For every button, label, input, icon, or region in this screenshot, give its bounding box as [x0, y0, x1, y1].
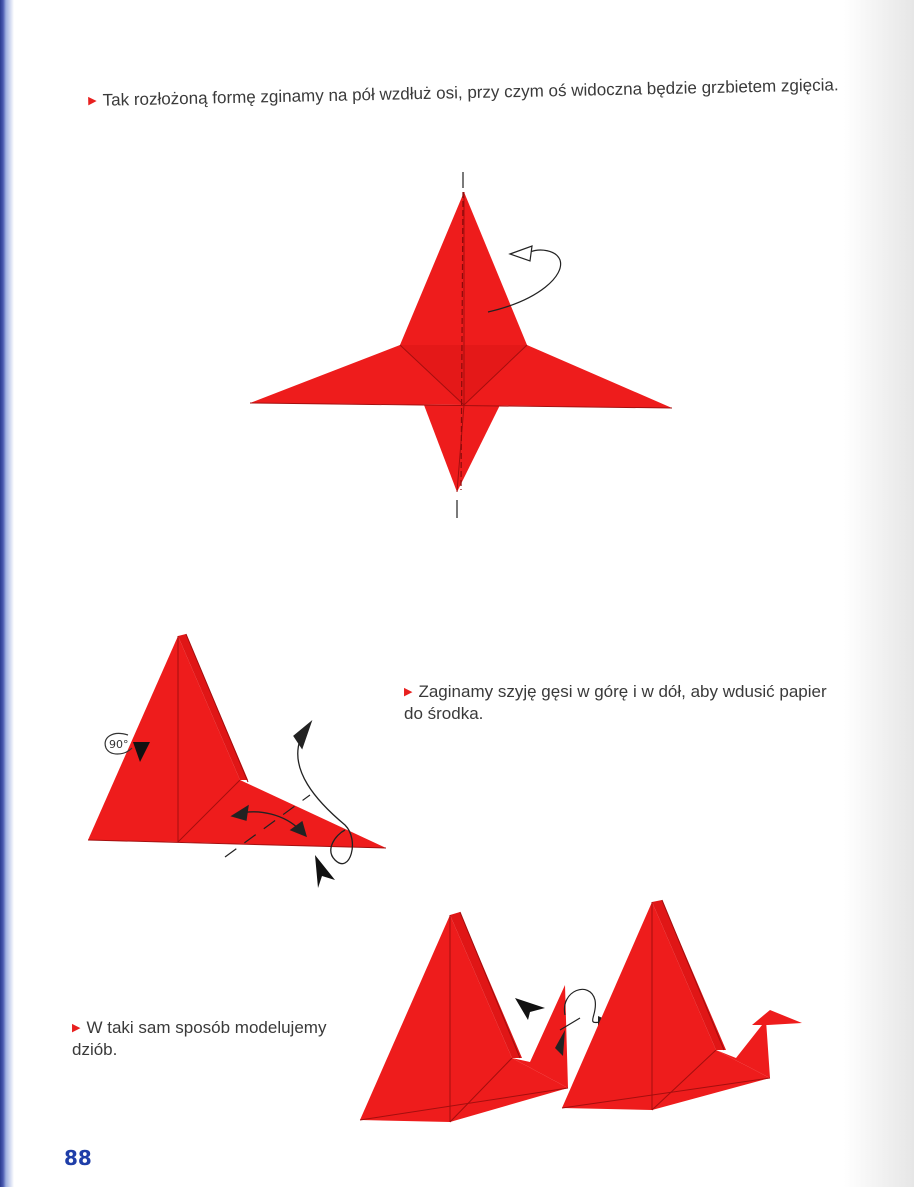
rotate-90-label: 90°	[109, 738, 129, 751]
bird-stage-2	[562, 900, 802, 1110]
instruction-2-label: Zaginamy szyję gęsi w górę i w dół, aby wdusić papier do środka.	[404, 682, 827, 723]
bird-stage-1	[360, 912, 568, 1122]
bullet-triangle-icon: ▶	[88, 94, 97, 107]
bullet-triangle-icon: ▶	[72, 1022, 81, 1034]
instruction-3-label: W taki sam sposób modelujemy dziób.	[72, 1018, 327, 1059]
bullet-triangle-icon: ▶	[404, 686, 413, 698]
instruction-1-label: Tak rozłożoną formę zginamy na pół wzdłuż osi, przy czym oś widoczna będzie grzbietem zgięcia.	[102, 75, 839, 110]
page-number: 88	[64, 1146, 92, 1170]
